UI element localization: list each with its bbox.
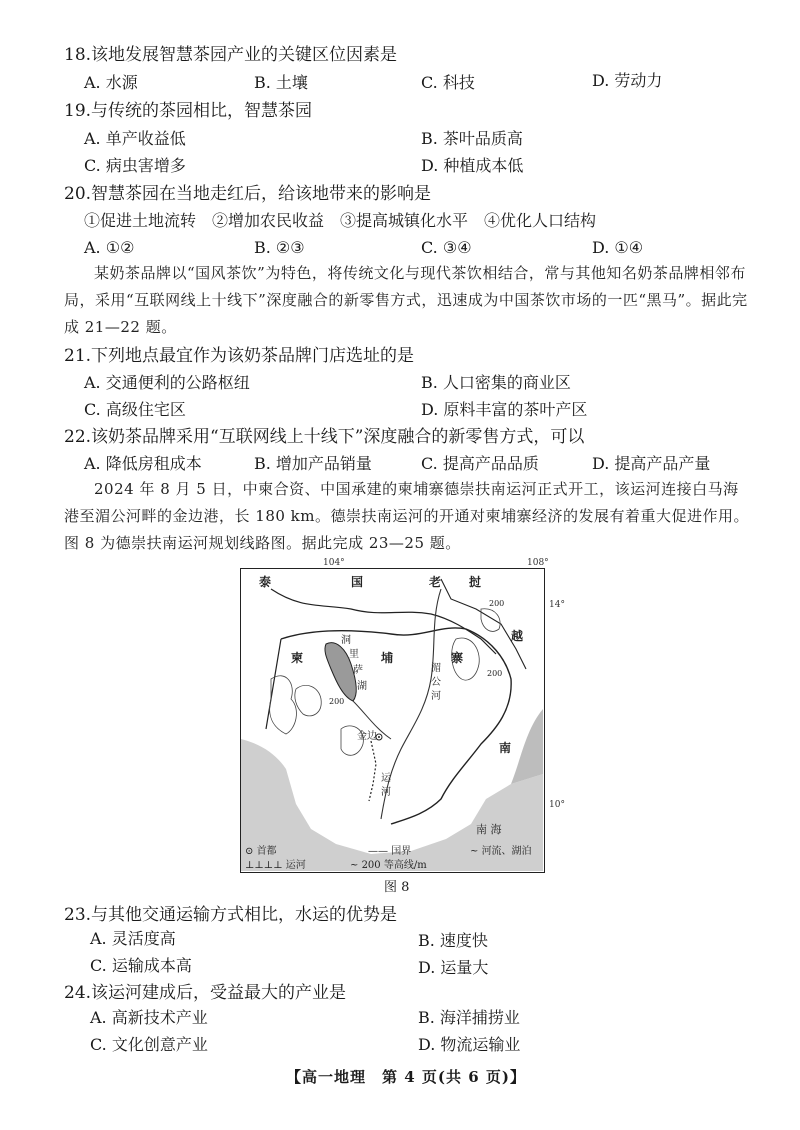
legend-river-text: 河流、湖泊 bbox=[481, 846, 532, 857]
label-capital: 金边 bbox=[357, 731, 377, 742]
option-22a: A. 降低房租成本 bbox=[84, 454, 202, 473]
question-20-items: ①促进土地流转 ②增加农民收益 ③提高城镇化水平 ④优化人口结构 bbox=[84, 211, 597, 230]
label-mekong-3: 河 bbox=[431, 691, 441, 702]
option-20b: B. ②③ bbox=[254, 238, 305, 257]
question-21: 21.下列地点最宜作为该奶茶品牌门店选址的是 bbox=[64, 346, 415, 366]
legend-capital: ⊙ 首都 bbox=[245, 846, 277, 857]
label-mekong-2: 公 bbox=[431, 677, 441, 688]
legend-river: ~ 河流、湖泊 bbox=[470, 846, 532, 857]
legend-border: —— 国界 bbox=[368, 846, 412, 857]
question-20: 20.智慧茶园在当地走红后，给该地带来的影响是 bbox=[64, 184, 432, 204]
legend-capital-text: 首都 bbox=[256, 846, 277, 857]
option-23d: D. 运量大 bbox=[418, 958, 489, 977]
canal-map bbox=[240, 568, 545, 873]
label-canal-2: 河 bbox=[381, 787, 391, 798]
label-laos-1: 老 bbox=[429, 575, 442, 589]
label-cambodia-2: 埔 bbox=[381, 651, 394, 665]
map-lat-bottom: 10° bbox=[549, 800, 565, 810]
option-20c: C. ③④ bbox=[421, 238, 472, 257]
label-vietnam-1: 越 bbox=[511, 629, 524, 643]
label-canal-1: 运 bbox=[381, 773, 391, 784]
option-19a: A. 单产收益低 bbox=[84, 129, 186, 148]
option-22c: C. 提高产品品质 bbox=[421, 454, 539, 473]
map-lon-left: 104° bbox=[323, 558, 345, 568]
question-24: 24.该运河建成后，受益最大的产业是 bbox=[64, 983, 347, 1003]
option-22d: D. 提高产品产量 bbox=[592, 454, 711, 473]
legend-canal-text: 运河 bbox=[285, 860, 306, 871]
option-18b: B. 土壤 bbox=[254, 73, 308, 92]
label-laos-2: 挝 bbox=[469, 575, 482, 589]
label-vietnam-2: 南 bbox=[499, 741, 512, 755]
label-lake-4: 湖 bbox=[357, 681, 367, 692]
legend-canal: ⊥⊥⊥⊥ 运河 bbox=[245, 860, 306, 871]
option-23b: B. 速度快 bbox=[418, 931, 488, 950]
label-south-sea: 南 海 bbox=[476, 823, 502, 836]
page-footer: 【高一地理 第 4 页(共 6 页)】 bbox=[286, 1068, 526, 1086]
option-19d: D. 种植成本低 bbox=[421, 156, 524, 175]
option-18c: C. 科技 bbox=[421, 73, 475, 92]
label-thailand-1: 泰 bbox=[259, 575, 272, 589]
option-20a: A. ①② bbox=[84, 238, 135, 257]
option-21b: B. 人口密集的商业区 bbox=[421, 373, 571, 392]
option-19b: B. 茶叶品质高 bbox=[421, 129, 523, 148]
option-24c: C. 文化创意产业 bbox=[90, 1035, 208, 1054]
option-21c: C. 高级住宅区 bbox=[84, 400, 186, 419]
label-contour-3: 200 bbox=[487, 669, 503, 678]
option-23c: C. 运输成本高 bbox=[90, 956, 192, 975]
legend-border-text: 国界 bbox=[391, 846, 412, 857]
label-cambodia-3: 寨 bbox=[451, 651, 464, 665]
question-22: 22.该奶茶品牌采用“互联网线上十线下”深度融合的新零售方式，可以 bbox=[64, 427, 585, 447]
map-lon-right: 108° bbox=[527, 558, 549, 568]
label-contour-2: 200 bbox=[329, 697, 345, 706]
option-18d: D. 劳动力 bbox=[592, 71, 663, 90]
option-21d: D. 原料丰富的茶叶产区 bbox=[421, 400, 588, 419]
option-23a: A. 灵活度高 bbox=[90, 929, 176, 948]
legend-contour-text: 200 等高线/m bbox=[361, 860, 427, 871]
passage-23-25: 2024 年 8 月 5 日，中柬合资、中国承建的柬埔寨德崇扶南运河正式开工，该运河连接白马海港至湄公河畔的金边港，长 180 km。德崇扶南运河的开通对柬埔寨经济的发展有着重大促进作用。图 8 为德崇扶南运河规划线路图。据此完成 23—25 题。 bbox=[64, 480, 749, 552]
label-lake-3: 萨 bbox=[353, 665, 363, 676]
label-lake-2: 里 bbox=[349, 649, 359, 660]
option-24a: A. 高新技术产业 bbox=[90, 1008, 208, 1027]
figure-caption: 图 8 bbox=[384, 880, 410, 895]
label-mekong-1: 湄 bbox=[431, 663, 441, 674]
option-22b: B. 增加产品销量 bbox=[254, 454, 372, 473]
passage-21-22: 某奶茶品牌以“国风茶饮”为特色，将传统文化与现代茶饮相结合，常与其他知名奶茶品牌相邻布局，采用“互联网线上十线下”深度融合的新零售方式，迅速成为中国茶饮市场的一匹“黑马”。据此完成 21—22 题。 bbox=[64, 264, 748, 336]
legend-contour: ~ 200 等高线/m bbox=[350, 860, 427, 871]
label-lake-1: 洞 bbox=[341, 635, 351, 646]
option-18a: A. 水源 bbox=[84, 73, 138, 92]
map-lat-top: 14° bbox=[549, 600, 565, 610]
option-24d: D. 物流运输业 bbox=[418, 1035, 521, 1054]
label-thailand-2: 国 bbox=[351, 575, 364, 589]
label-contour-1: 200 bbox=[489, 599, 505, 608]
question-18: 18.该地发展智慧茶园产业的关键区位因素是 bbox=[64, 45, 398, 65]
option-19c: C. 病虫害增多 bbox=[84, 156, 186, 175]
option-24b: B. 海洋捕捞业 bbox=[418, 1008, 520, 1027]
label-cambodia-1: 柬 bbox=[291, 651, 304, 665]
option-21a: A. 交通便利的公路枢纽 bbox=[84, 373, 250, 392]
option-20d: D. ①④ bbox=[592, 238, 644, 257]
question-19: 19.与传统的茶园相比，智慧茶园 bbox=[64, 101, 313, 121]
question-23: 23.与其他交通运输方式相比，水运的优势是 bbox=[64, 905, 398, 925]
